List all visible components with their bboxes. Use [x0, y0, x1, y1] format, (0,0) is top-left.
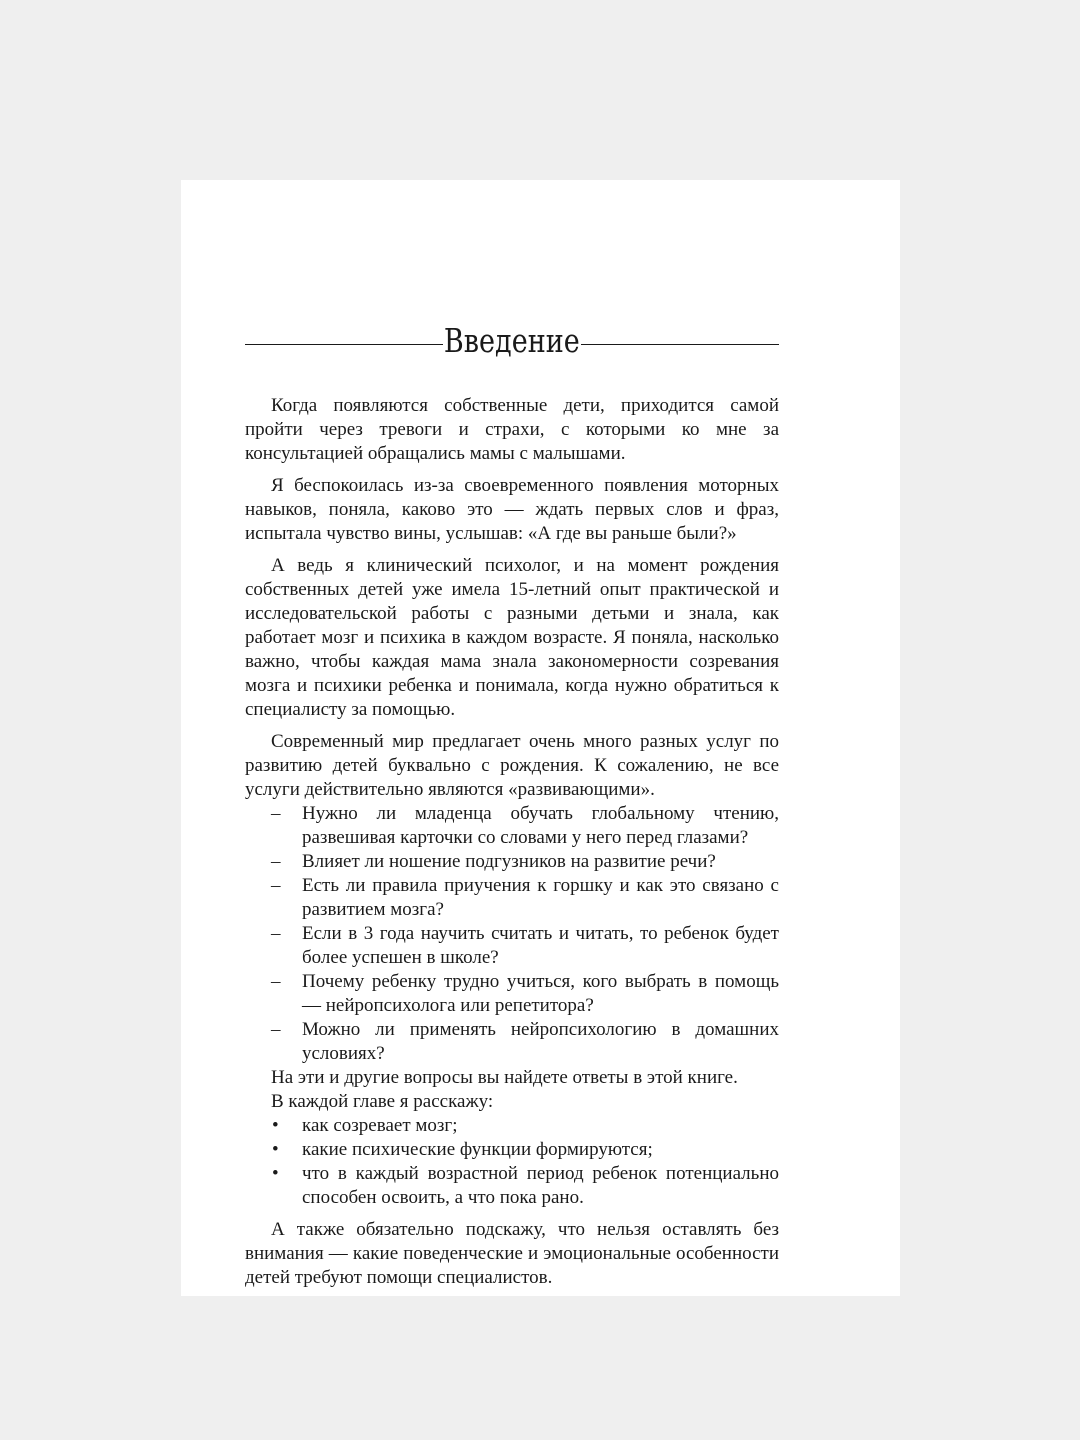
chapter-heading-row — [245, 316, 779, 366]
book-page — [181, 180, 900, 1296]
list-item-text: Если в 3 года научить считать и читать, то ребенок будет более успешен в школе? — [302, 923, 779, 968]
list-item-text: Влияет ли ношение подгузников на развитие речи? — [302, 851, 716, 872]
list-item — [245, 850, 779, 874]
heading-rule-right — [581, 344, 779, 345]
bullet-marker: • — [272, 1115, 279, 1136]
list-item-text: как созревает мозг; — [302, 1115, 458, 1136]
questions-list — [245, 802, 779, 1066]
list-item — [245, 802, 779, 850]
list-item — [245, 1162, 779, 1210]
paragraph: В каждой главе я расскажу: — [271, 1091, 494, 1112]
paragraph: На эти и другие вопросы вы найдете ответы в этой книге. — [271, 1067, 738, 1088]
list-item-text: какие психические функции формируются; — [302, 1139, 653, 1160]
paragraph: А также обязательно подскажу, что нельзя оставлять без внимания — какие поведенческие и эмоциональные особенности детей требуют помощи специалистов. — [245, 1219, 779, 1288]
list-item — [245, 922, 779, 970]
chapter-title: Введение — [444, 321, 580, 360]
list-item-text: Нужно ли младенца обучать глобальному чтению, развешивая карточки со словами у него перед глазами? — [302, 803, 779, 848]
list-item-text: что в каждый возрастной период ребенок потенциально способен освоить, а что пока рано. — [302, 1163, 779, 1208]
paragraph: Когда появляются собственные дети, приходится самой пройти через тревоги и страхи, с которыми ко мне за консультацией обращались мамы с малышами. — [245, 395, 779, 464]
dash-marker: – — [271, 971, 281, 992]
list-item-text: Можно ли применять нейропсихологию в домашних условиях? — [302, 1019, 779, 1064]
dash-marker: – — [271, 1019, 281, 1040]
list-item — [245, 970, 779, 1018]
list-item — [245, 1138, 779, 1162]
dash-marker: – — [271, 923, 281, 944]
body-text — [245, 394, 779, 1290]
paragraph: Современный мир предлагает очень много разных услуг по развитию детей буквально с рождения. К сожалению, не все услуги действительно являются «развивающими». — [245, 731, 779, 800]
list-item — [245, 1018, 779, 1066]
list-item — [245, 1114, 779, 1138]
heading-rule-left — [245, 344, 443, 345]
paragraph: Я беспокоилась из-за своевременного появления моторных навыков, поняла, каково это — ждать первых слов и фраз, испытала чувство вины, услышав: «А где вы раньше были?» — [245, 475, 779, 544]
dash-marker: – — [271, 851, 281, 872]
chapter-points-list — [245, 1114, 779, 1210]
list-item — [245, 874, 779, 922]
dash-marker: – — [271, 875, 281, 896]
list-item-text: Почему ребенку трудно учиться, кого выбрать в помощь — нейропсихолога или репетитора? — [302, 971, 779, 1016]
list-item-text: Есть ли правила приучения к горшку и как это связано с развитием мозга? — [302, 875, 779, 920]
bullet-marker: • — [272, 1139, 279, 1160]
paragraph: А ведь я клинический психолог, и на момент рождения собственных детей уже имела 15-летний опыт практической и исследовательской работы с разными детьми и знала, как работает мозг и психика в каждом возрасте. Я поняла, насколько важно, чтобы каждая мама знала закономерности созревания мозга и психики ребенка и понимала, когда нужно обратиться к специалисту за помощью. — [245, 555, 779, 720]
dash-marker: – — [271, 803, 281, 824]
bullet-marker: • — [272, 1163, 279, 1184]
